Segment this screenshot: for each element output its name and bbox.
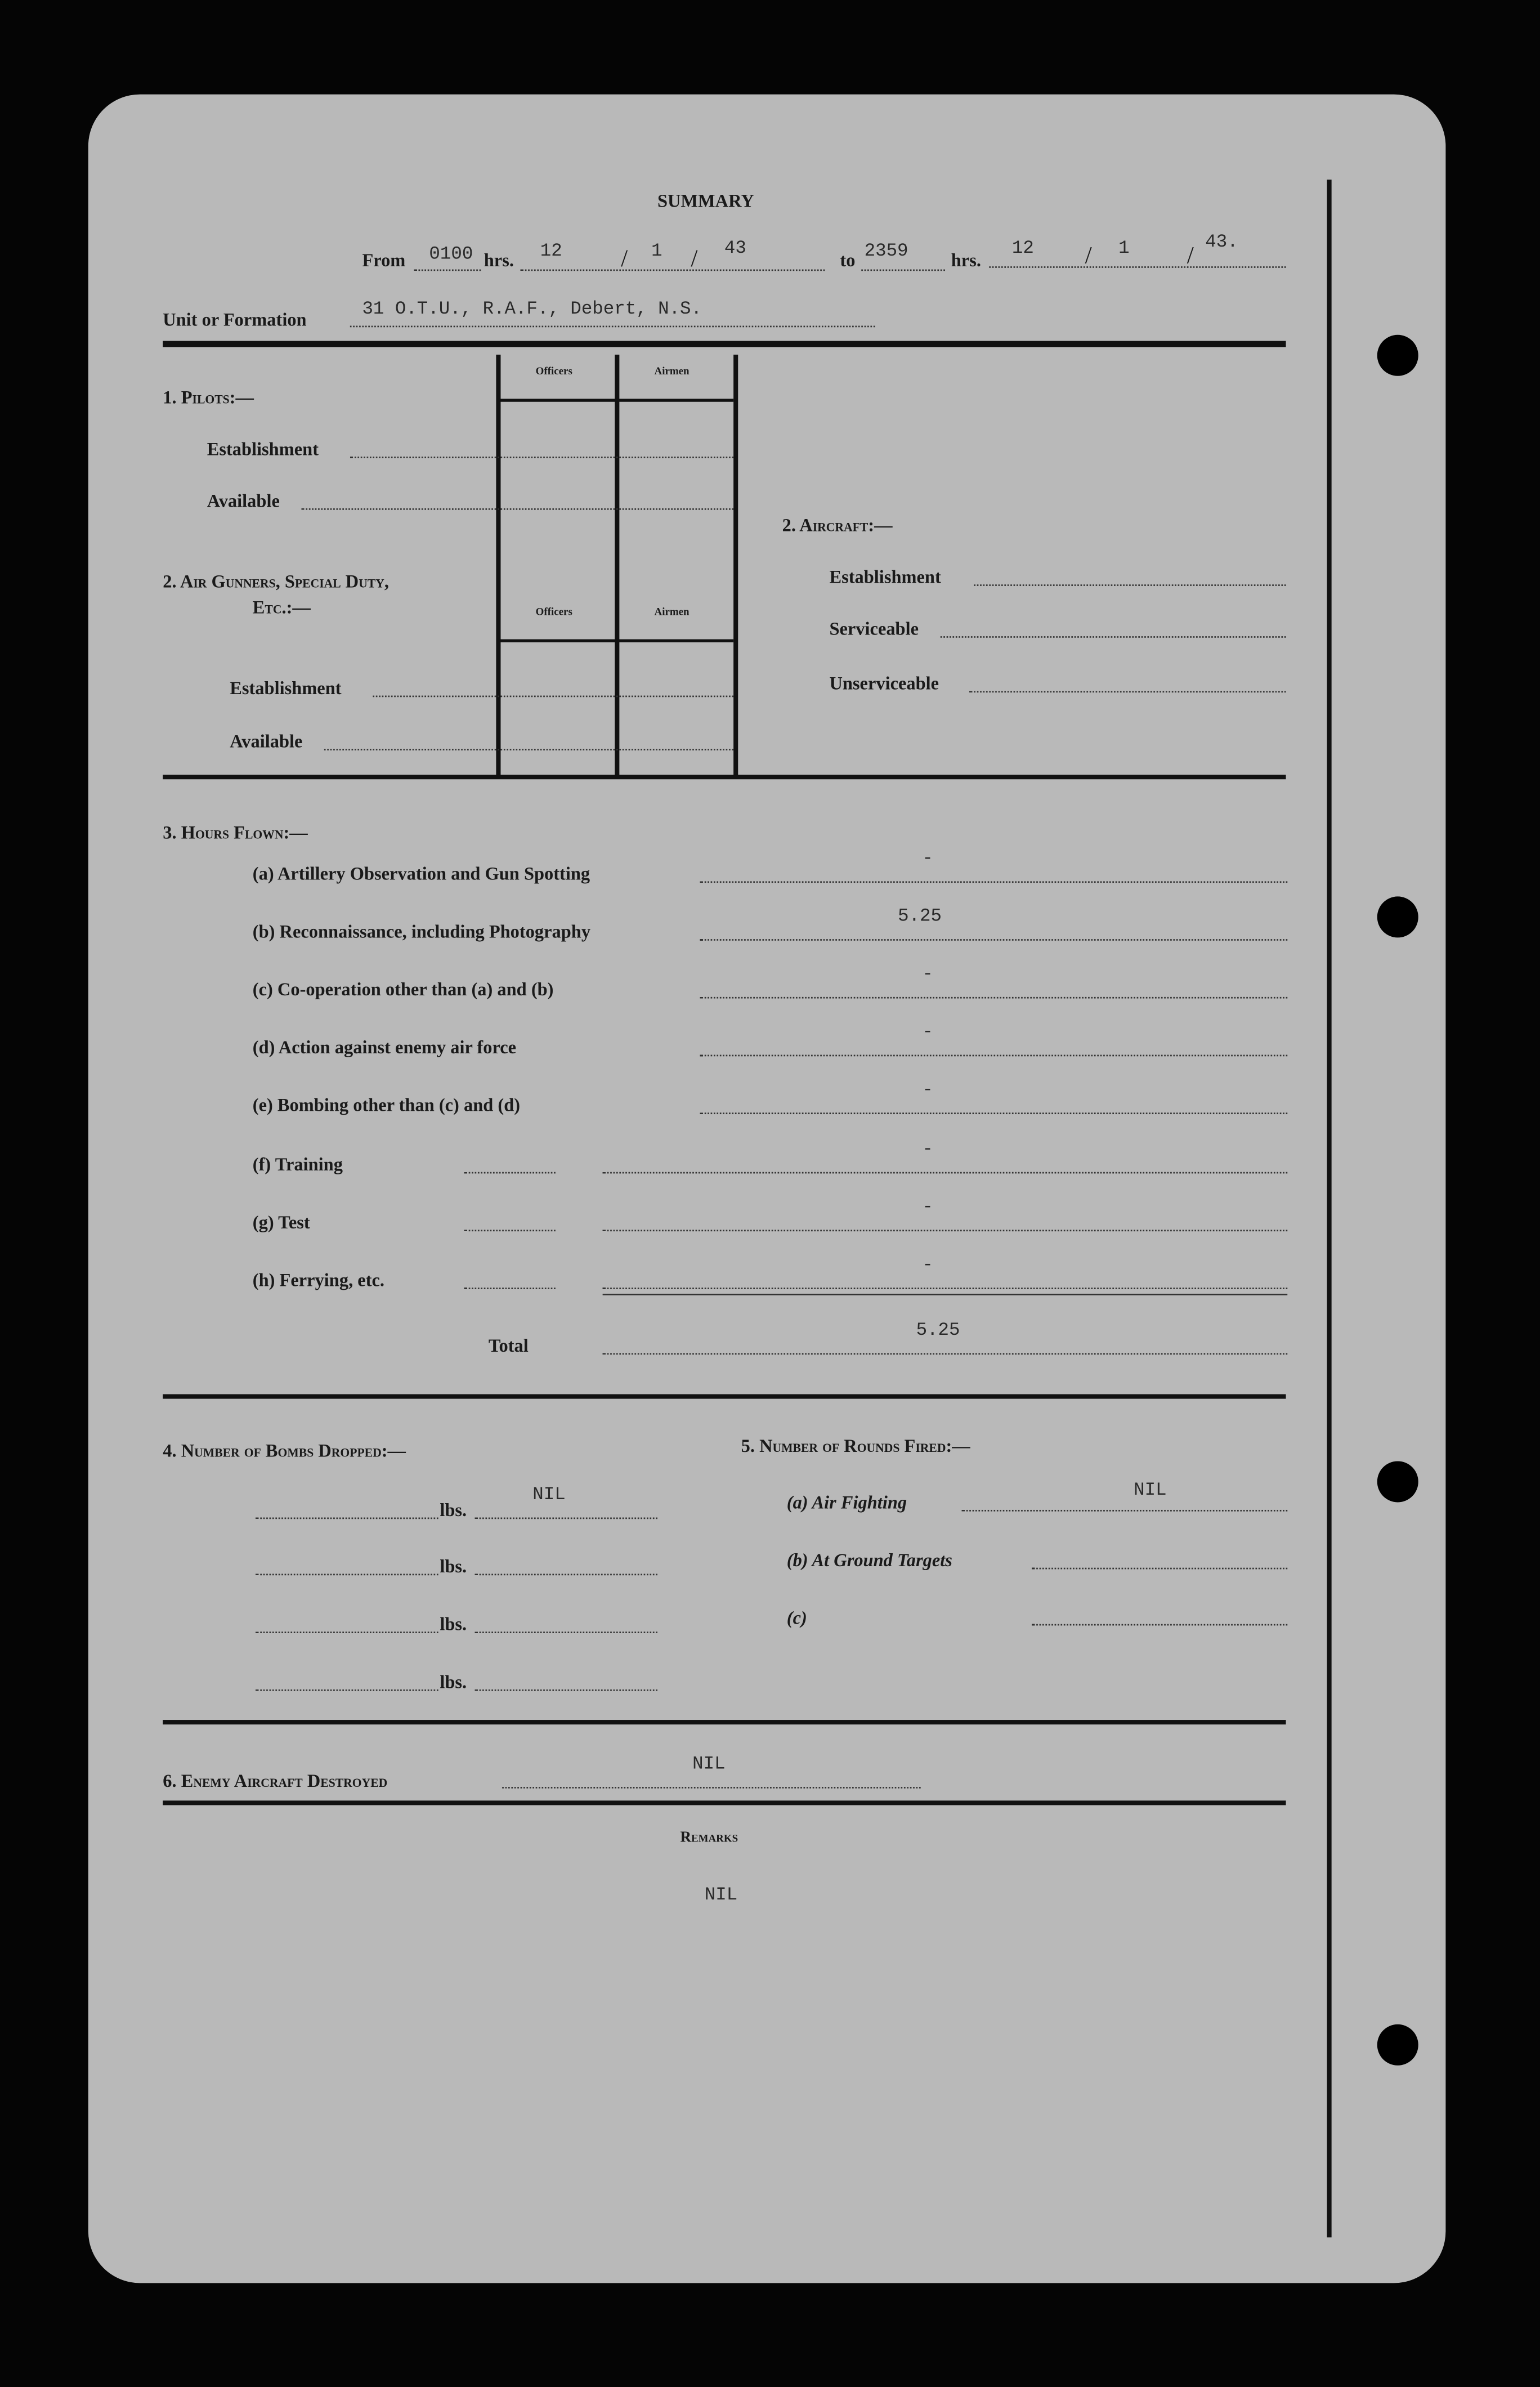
aircraft-unserviceable-label: Unserviceable xyxy=(829,672,939,694)
remarks-heading: Remarks xyxy=(680,1829,738,1847)
hours-row-label: (f) Training xyxy=(252,1154,343,1175)
aircraft-heading: 2. Aircraft:— xyxy=(782,514,893,536)
hrs-label: hrs. xyxy=(484,249,514,271)
enemy-aircraft-label: 6. Enemy Aircraft Destroyed xyxy=(163,1770,388,1792)
total-value: 5.25 xyxy=(916,1320,960,1341)
bombs-lbs-label: lbs. xyxy=(440,1499,467,1521)
form-title: SUMMARY xyxy=(657,190,754,212)
hours-row-value: - xyxy=(922,963,933,985)
hours-row-label: (e) Bombing other than (c) and (d) xyxy=(252,1094,521,1116)
hours-row-value: - xyxy=(922,1196,933,1218)
paper-sheet xyxy=(88,95,1446,2283)
col-airmen: Airmen xyxy=(654,365,690,378)
from-day: 12 xyxy=(540,240,562,262)
bombs-lbs-label: lbs. xyxy=(440,1613,467,1635)
punch-hole xyxy=(1377,896,1418,937)
to-month: 1 xyxy=(1118,237,1130,259)
gunners-heading-etc: Etc.:— xyxy=(252,596,311,618)
to-day: 12 xyxy=(1011,237,1034,259)
pilots-establishment-label: Establishment xyxy=(207,438,319,460)
bombs-lbs-label: lbs. xyxy=(440,1671,467,1693)
bombs-value: NIL xyxy=(532,1484,566,1505)
remarks-value: NIL xyxy=(704,1884,738,1906)
hours-row-value: - xyxy=(922,1254,933,1276)
hours-row-value: - xyxy=(922,1138,933,1160)
from-label: From xyxy=(362,249,406,271)
hours-row-value: 5.25 xyxy=(898,905,942,927)
hours-row-label: (c) Co-operation other than (a) and (b) xyxy=(252,978,554,1000)
to-label: to xyxy=(840,249,856,271)
margin-line xyxy=(1327,180,1331,2237)
hours-row-label: (h) Ferrying, etc. xyxy=(252,1269,385,1291)
rounds-c-label: (c) xyxy=(786,1607,807,1629)
from-time: 0100 xyxy=(429,243,473,265)
col-officers: Officers xyxy=(535,365,572,378)
hours-heading: 3. Hours Flown:— xyxy=(163,821,308,843)
to-time: 2359 xyxy=(864,240,908,262)
hours-row-label: (a) Artillery Observation and Gun Spotting xyxy=(252,862,590,884)
col-officers-2: Officers xyxy=(535,606,572,618)
enemy-aircraft-value: NIL xyxy=(692,1753,726,1775)
scanned-form: SUMMARY From 0100 hrs. 12 / 1 / 43 to 2359 hrs. 12 / 1 / 43. Unit or Formation 31 O.T.U., R.A.F., Debert, N.S. Officers Airmen 1. Pilots:— Establishment Available 2. Air Gunners, Special Duty, Etc.:— Officers Airmen Establishment Available 2. Aircraft:— Establishment Serviceable Unserviceable 3. Hours Flown:— (a) Artillery Observation and Gun Spotting - (b) Reconnaissance, including Photography 5.25 (c) Co-operation other than (a) and (b) - (d) Action against enemy air force - (e) Bombing other than (c) and (d) - (f) Training - (g) Test - (h) Ferrying, etc. - Total 5.25 4. Number of Bombs Dropped:— NIL lbs. lbs. lbs. lbs. 5. Number of Rounds Fired:— (a) Air Fighting NIL (b) At Ground Targets (c) 6. Enemy Aircraft Destroyed NIL Remarks NIL xyxy=(0,0,1540,2386)
gunners-heading: 2. Air Gunners, Special Duty, xyxy=(163,570,390,592)
unit-value: 31 O.T.U., R.A.F., Debert, N.S. xyxy=(362,298,702,320)
pilots-heading: 1. Pilots:— xyxy=(163,386,254,408)
hours-row-label: (d) Action against enemy air force xyxy=(252,1036,517,1058)
rounds-heading: 5. Number of Rounds Fired:— xyxy=(741,1435,970,1457)
hours-row-value: - xyxy=(922,1079,933,1101)
bombs-heading: 4. Number of Bombs Dropped:— xyxy=(163,1440,406,1461)
air-fighting-label: (a) Air Fighting xyxy=(786,1491,907,1513)
from-year: 43 xyxy=(724,237,746,259)
hours-row-value: - xyxy=(922,847,933,869)
gunners-establishment-label: Establishment xyxy=(230,677,342,699)
aircraft-serviceable-label: Serviceable xyxy=(829,618,919,640)
col-airmen-2: Airmen xyxy=(654,606,690,618)
air-fighting-value: NIL xyxy=(1134,1479,1167,1501)
hours-row-value: - xyxy=(922,1021,933,1043)
unit-label: Unit or Formation xyxy=(163,309,307,330)
total-label: Total xyxy=(488,1335,529,1356)
bombs-lbs-label: lbs. xyxy=(440,1555,467,1577)
punch-hole xyxy=(1377,1461,1418,1502)
aircraft-establishment-label: Establishment xyxy=(829,566,941,588)
hrs-label: hrs. xyxy=(951,249,981,271)
punch-hole xyxy=(1377,2024,1418,2066)
to-year: 43. xyxy=(1205,231,1238,253)
pilots-available-label: Available xyxy=(207,490,280,512)
hours-row-label: (b) Reconnaissance, including Photography xyxy=(252,920,591,942)
gunners-available-label: Available xyxy=(230,730,303,752)
hours-row-label: (g) Test xyxy=(252,1212,310,1233)
ground-targets-label: (b) At Ground Targets xyxy=(786,1549,952,1571)
from-month: 1 xyxy=(651,240,662,262)
punch-hole xyxy=(1377,335,1418,376)
